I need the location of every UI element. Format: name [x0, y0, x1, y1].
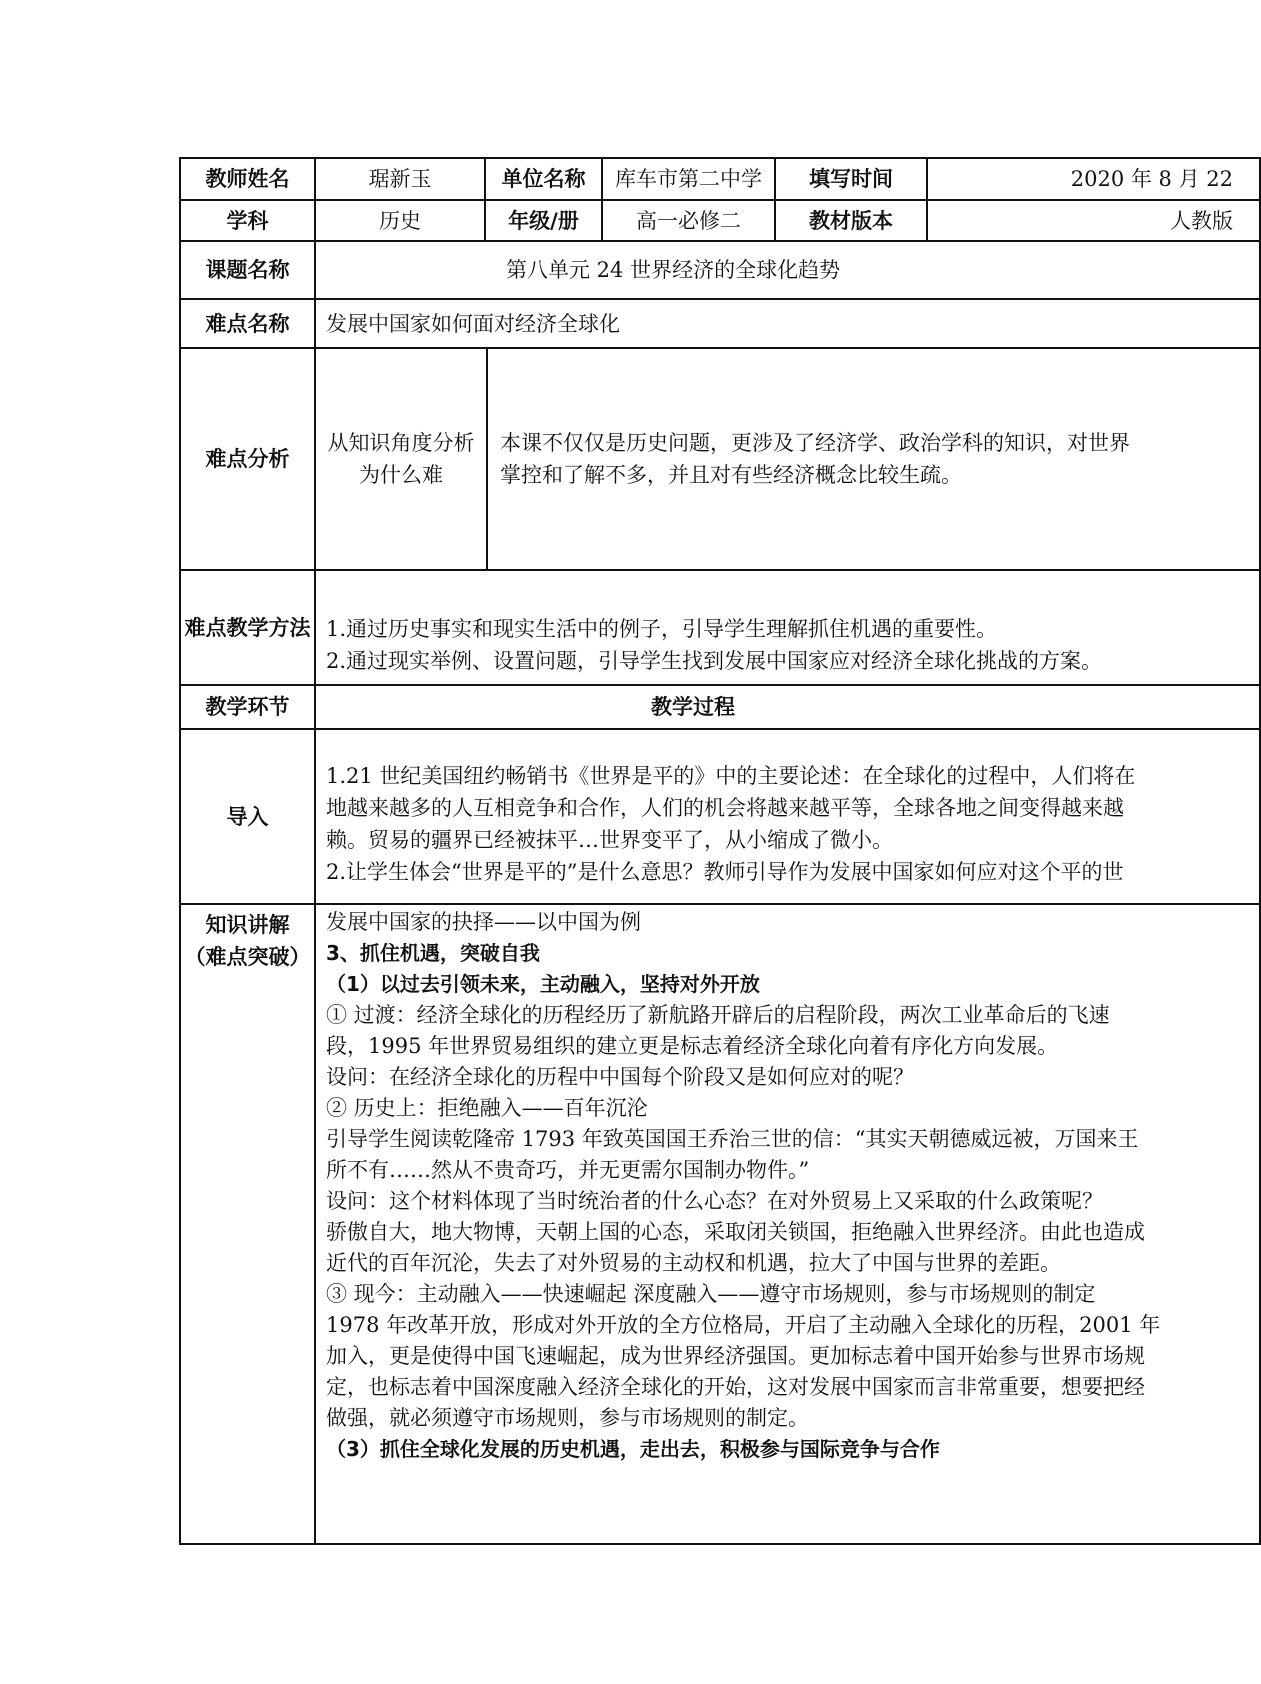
grade-label: 年级/册 — [485, 200, 602, 241]
difficulty-value: 发展中国家如何面对经济全球化 — [315, 299, 1260, 348]
method-text — [315, 570, 1260, 685]
knowledge-line: 所不有……然从不贵奇巧，并无更需尔国制办物件。” — [326, 1158, 810, 1182]
time-value: 2020 年 8 月 22 — [927, 158, 1260, 200]
unit-label: 单位名称 — [485, 158, 602, 200]
knowledge-line: 做强，就必须遵守市场规则，参与市场规则的制定。 — [326, 1406, 809, 1430]
knowledge-line: 段，1995 年世界贸易组织的建立更是标志着经济全球化向着有序化方向发展。 — [326, 1034, 1059, 1058]
knowledge-line: 骄傲自大，地大物博，天朝上国的心态，采取闭关锁国，拒绝融入世界经济。由此也造成 — [326, 1220, 1145, 1244]
topic-row — [180, 241, 1260, 299]
knowledge-line: ③ 现今：主动融入——快速崛起 深度融入——遵守市场规则，参与市场规则的制定 — [326, 1282, 1096, 1306]
knowledge-line: 加入，更是使得中国飞速崛起，成为世界经济强国。更加标志着中国开始参与世界市场规 — [326, 1344, 1145, 1368]
analysis-sublabel — [316, 349, 488, 569]
intro-line: 1.21 世纪美国纽约畅销书《世界是平的》中的主要论述：在全球化的过程中，人们将在 — [326, 764, 1136, 788]
knowledge-label-line1: 知识讲解 — [205, 913, 290, 937]
method-line2: 2.通过现实举例、设置问题，引导学生找到发展中国家应对经济全球化挑战的方案。 — [326, 648, 1103, 673]
header-row-1 — [180, 158, 1260, 200]
analysis-row — [180, 348, 1260, 570]
subject-value: 历史 — [315, 200, 485, 241]
analysis-label: 难点分析 — [180, 348, 315, 570]
process-label: 教学过程 — [315, 685, 1260, 729]
unit-value: 库车市第二中学 — [602, 158, 775, 200]
edition-label: 教材版本 — [775, 200, 927, 241]
subject-label: 学科 — [180, 200, 315, 241]
intro-row — [180, 729, 1260, 904]
intro-line: 2.让学生体会“世界是平的”是什么意思？教师引导作为发展中国家如何应对这个平的世 — [326, 860, 1124, 884]
knowledge-text — [315, 904, 1260, 1544]
edition-value: 人教版 — [927, 200, 1260, 241]
analysis-text-line1: 本课不仅仅是历史问题，更涉及了经济学、政治学科的知识，对世界 — [500, 431, 1130, 455]
method-row — [180, 570, 1260, 685]
time-label: 填写时间 — [775, 158, 927, 200]
difficulty-row — [180, 299, 1260, 348]
intro-line: 赖。贸易的疆界已经被抹平…世界变平了，从小缩成了微小。 — [326, 828, 893, 852]
method-label: 难点教学方法 — [180, 570, 315, 685]
knowledge-line: 近代的百年沉沦，失去了对外贸易的主动权和机遇，拉大了中国与世界的差距。 — [326, 1251, 1061, 1275]
knowledge-line: 引导学生阅读乾隆帝 1793 年致英国国王乔治三世的信：“其实天朝德威远被，万国来王 — [326, 1127, 1139, 1151]
analysis-content — [315, 348, 1260, 570]
lesson-plan-table — [179, 157, 1261, 1545]
topic-label: 课题名称 — [180, 241, 315, 299]
process-header-row — [180, 685, 1260, 729]
knowledge-line: 设问：在经济全球化的历程中中国每个阶段又是如何应对的呢？ — [326, 1065, 914, 1089]
intro-line: 地越来越多的人互相竞争和合作，人们的机会将越来越平等，全球各地之间变得越来越 — [326, 796, 1124, 820]
knowledge-label-line2: （难点突破） — [184, 945, 311, 969]
knowledge-line: ② 历史上：拒绝融入——百年沉沦 — [326, 1096, 648, 1120]
method-line1: 1.通过历史事实和现实生活中的例子，引导学生理解抓住机遇的重要性。 — [326, 616, 998, 641]
knowledge-line: 发展中国家的抉择——以中国为例 — [326, 910, 641, 934]
knowledge-subheading: （3）抓住全球化发展的历史机遇，走出去，积极参与国际竞争与合作 — [326, 1437, 940, 1461]
knowledge-label — [180, 904, 315, 1544]
knowledge-subheading: （1）以过去引领未来，主动融入，坚持对外开放 — [326, 972, 760, 996]
teacher-label: 教师姓名 — [180, 158, 315, 200]
difficulty-label: 难点名称 — [180, 299, 315, 348]
analysis-sublabel-line1: 从知识角度分析 — [327, 431, 475, 455]
knowledge-line: 1978 年改革开放，形成对外开放的全方位格局，开启了主动融入全球化的历程，2001 年 — [326, 1313, 1161, 1337]
knowledge-line: 设问：这个材料体现了当时统治者的什么心态？在对外贸易上又采取的什么政策呢？ — [326, 1189, 1103, 1213]
teacher-value: 琚新玉 — [315, 158, 485, 200]
topic-value: 第八单元 24 世界经济的全球化趋势 — [315, 241, 1260, 299]
analysis-text — [488, 349, 1259, 569]
intro-label: 导入 — [180, 729, 315, 904]
grade-value: 高一必修二 — [602, 200, 775, 241]
header-row-2 — [180, 200, 1260, 241]
analysis-sublabel-line2: 为什么难 — [359, 463, 443, 487]
analysis-text-line2: 掌控和了解不多，并且对有些经济概念比较生疏。 — [500, 463, 962, 487]
knowledge-heading: 3、抓住机遇，突破自我 — [326, 941, 540, 965]
intro-text — [315, 729, 1260, 904]
knowledge-row — [180, 904, 1260, 1544]
knowledge-line: 定，也标志着中国深度融入经济全球化的开始，这对发展中国家而言非常重要，想要把经 — [326, 1375, 1145, 1399]
knowledge-line: ① 过渡：经济全球化的历程经历了新航路开辟后的启程阶段，两次工业革命后的飞速 — [326, 1003, 1110, 1027]
stage-label: 教学环节 — [180, 685, 315, 729]
lesson-plan-sheet — [179, 157, 1233, 1510]
